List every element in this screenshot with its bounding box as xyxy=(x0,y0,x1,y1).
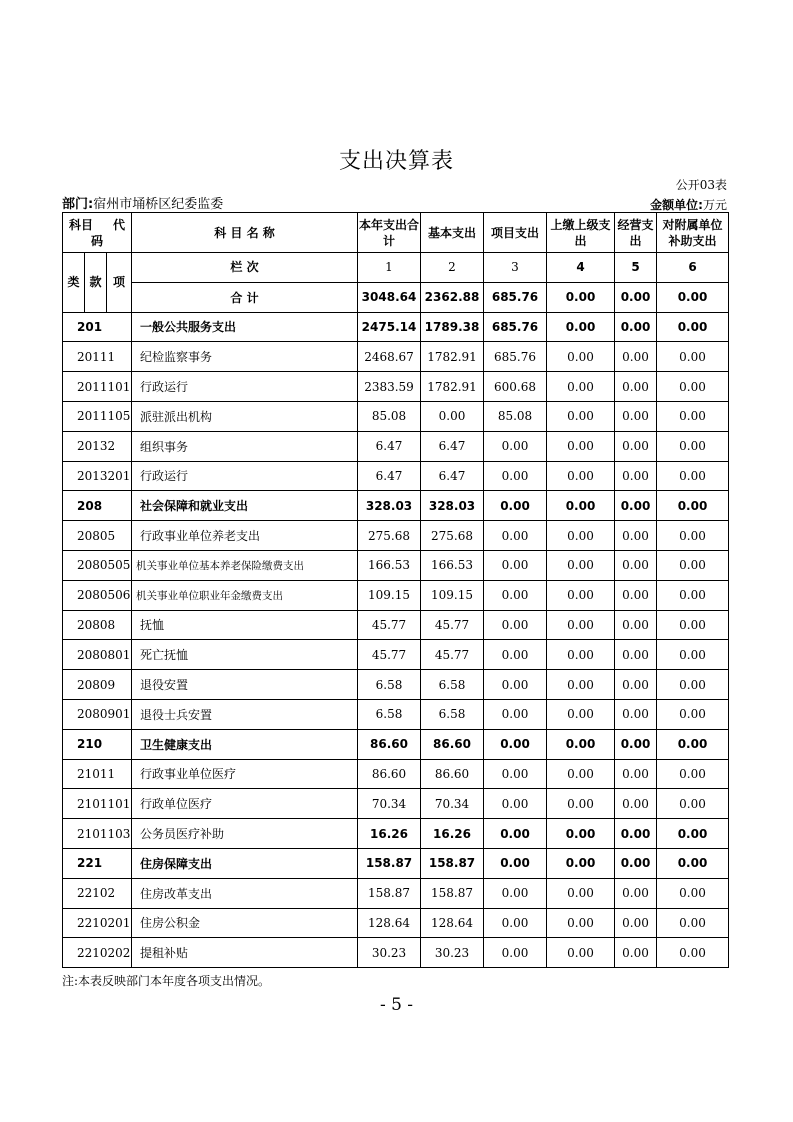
table-row xyxy=(63,848,729,878)
kuan-header: 款 xyxy=(85,253,107,313)
col4-header: 上缴上级支出 xyxy=(547,213,615,253)
row-v5: 0.00 xyxy=(615,759,657,789)
row-v1: 109.15 xyxy=(358,580,421,610)
row-v3: 0.00 xyxy=(484,640,547,670)
page-title: 支出决算表 xyxy=(338,149,454,174)
row-v3: 685.76 xyxy=(484,312,547,342)
form-number: 公开03表 xyxy=(675,178,727,192)
row-v2: 45.77 xyxy=(421,640,484,670)
row-v6: 0.00 xyxy=(657,670,729,700)
row-v5: 0.00 xyxy=(615,550,657,580)
row-name: 派驻派出机构 xyxy=(132,401,358,431)
row-v2: 0.00 xyxy=(421,401,484,431)
row-v1: 16.26 xyxy=(358,819,421,849)
row-v3: 0.00 xyxy=(484,819,547,849)
row-v3: 0.00 xyxy=(484,521,547,551)
row-name: 行政运行 xyxy=(132,461,358,491)
row-code: 201 xyxy=(63,312,132,342)
row-v1: 2468.67 xyxy=(358,342,421,372)
row-v6: 0.00 xyxy=(657,580,729,610)
page-number: - 5 - xyxy=(379,995,414,1015)
col6-header: 对附属单位补助支出 xyxy=(657,213,729,253)
row-code: 2080801 xyxy=(63,640,132,670)
lanci-label: 栏 次 xyxy=(132,253,358,283)
row-code: 2011105 xyxy=(63,401,132,431)
code-header-bottom: 码 xyxy=(90,233,103,248)
row-v4: 0.00 xyxy=(547,580,615,610)
row-v5: 0.00 xyxy=(615,819,657,849)
table-row xyxy=(63,580,729,610)
row-v2: 30.23 xyxy=(421,938,484,968)
row-code: 2080505 xyxy=(63,550,132,580)
row-v4: 0.00 xyxy=(547,461,615,491)
row-name: 行政单位医疗 xyxy=(132,789,358,819)
row-v6: 0.00 xyxy=(657,640,729,670)
unit-label: 金额单位: xyxy=(650,198,703,212)
row-v1: 166.53 xyxy=(358,550,421,580)
row-v4: 0.00 xyxy=(547,372,615,402)
col2-header: 基本支出 xyxy=(421,213,484,253)
row-v5: 0.00 xyxy=(615,461,657,491)
table-row xyxy=(63,461,729,491)
row-name: 社会保障和就业支出 xyxy=(132,491,358,521)
row-v4: 0.00 xyxy=(547,938,615,968)
row-v6: 0.00 xyxy=(657,521,729,551)
name-header: 科 目 名 称 xyxy=(132,213,358,253)
expenditure-table xyxy=(62,212,729,968)
row-v5: 0.00 xyxy=(615,372,657,402)
row-code: 20111 xyxy=(63,342,132,372)
table-row xyxy=(63,908,729,938)
row-v4: 0.00 xyxy=(547,670,615,700)
row-v6: 0.00 xyxy=(657,312,729,342)
row-v5: 0.00 xyxy=(615,878,657,908)
total-v2: 2362.88 xyxy=(421,282,484,312)
row-v6: 0.00 xyxy=(657,819,729,849)
table-row xyxy=(63,789,729,819)
total-v1: 3048.64 xyxy=(358,282,421,312)
row-v1: 6.47 xyxy=(358,461,421,491)
row-v4: 0.00 xyxy=(547,312,615,342)
row-name: 机关事业单位基本养老保险缴费支出 xyxy=(132,550,358,580)
row-v4: 0.00 xyxy=(547,819,615,849)
row-v2: 16.26 xyxy=(421,819,484,849)
row-code: 20809 xyxy=(63,670,132,700)
department-name: 宿州市埇桥区纪委监委 xyxy=(93,197,224,212)
table-row xyxy=(63,312,729,342)
row-name: 组织事务 xyxy=(132,431,358,461)
table-row xyxy=(63,878,729,908)
code-header-right: 代 xyxy=(112,217,125,232)
row-code: 2101103 xyxy=(63,819,132,849)
row-v6: 0.00 xyxy=(657,699,729,729)
table-row xyxy=(63,729,729,759)
row-v5: 0.00 xyxy=(615,342,657,372)
col-number-6: 6 xyxy=(657,253,729,283)
row-name: 公务员医疗补助 xyxy=(132,819,358,849)
row-code: 208 xyxy=(63,491,132,521)
row-v1: 86.60 xyxy=(358,729,421,759)
col-number-1: 1 xyxy=(358,253,421,283)
row-v4: 0.00 xyxy=(547,521,615,551)
row-v4: 0.00 xyxy=(547,789,615,819)
row-v2: 86.60 xyxy=(421,759,484,789)
row-v2: 275.68 xyxy=(421,521,484,551)
table-row xyxy=(63,431,729,461)
row-v2: 86.60 xyxy=(421,729,484,759)
row-v1: 45.77 xyxy=(358,610,421,640)
row-v1: 6.47 xyxy=(358,431,421,461)
row-v4: 0.00 xyxy=(547,610,615,640)
row-code: 210 xyxy=(63,729,132,759)
row-v5: 0.00 xyxy=(615,640,657,670)
row-v2: 328.03 xyxy=(421,491,484,521)
row-v5: 0.00 xyxy=(615,312,657,342)
table-row xyxy=(63,342,729,372)
row-code: 2011101 xyxy=(63,372,132,402)
row-v1: 2383.59 xyxy=(358,372,421,402)
row-v6: 0.00 xyxy=(657,372,729,402)
row-v6: 0.00 xyxy=(657,789,729,819)
row-v5: 0.00 xyxy=(615,908,657,938)
row-v5: 0.00 xyxy=(615,521,657,551)
row-name: 行政事业单位养老支出 xyxy=(132,521,358,551)
row-v6: 0.00 xyxy=(657,729,729,759)
row-name: 住房公积金 xyxy=(132,908,358,938)
row-v3: 0.00 xyxy=(484,789,547,819)
row-v5: 0.00 xyxy=(615,848,657,878)
unit-value: 万元 xyxy=(702,198,727,212)
row-v6: 0.00 xyxy=(657,491,729,521)
row-v5: 0.00 xyxy=(615,610,657,640)
row-v3: 0.00 xyxy=(484,670,547,700)
row-v4: 0.00 xyxy=(547,848,615,878)
col1-header: 本年支出合计 xyxy=(358,213,421,253)
table-row xyxy=(63,401,729,431)
row-name: 卫生健康支出 xyxy=(132,729,358,759)
row-v4: 0.00 xyxy=(547,401,615,431)
row-v4: 0.00 xyxy=(547,342,615,372)
row-v4: 0.00 xyxy=(547,908,615,938)
row-v3: 0.00 xyxy=(484,729,547,759)
row-v4: 0.00 xyxy=(547,550,615,580)
row-v3: 0.00 xyxy=(484,938,547,968)
table-row xyxy=(63,759,729,789)
row-code: 20132 xyxy=(63,431,132,461)
table-row xyxy=(63,521,729,551)
row-v6: 0.00 xyxy=(657,342,729,372)
department-line xyxy=(62,193,223,212)
row-name: 退役士兵安置 xyxy=(132,699,358,729)
col-number-2: 2 xyxy=(421,253,484,283)
row-code: 2080506 xyxy=(63,580,132,610)
row-v6: 0.00 xyxy=(657,848,729,878)
table-row xyxy=(63,372,729,402)
row-name: 住房改革支出 xyxy=(132,878,358,908)
row-v6: 0.00 xyxy=(657,759,729,789)
row-v5: 0.00 xyxy=(615,580,657,610)
total-v3: 685.76 xyxy=(484,282,547,312)
row-v4: 0.00 xyxy=(547,640,615,670)
header-row xyxy=(63,213,729,253)
row-code: 22102 xyxy=(63,878,132,908)
row-code: 21011 xyxy=(63,759,132,789)
unit-line xyxy=(650,196,727,213)
col-number-5: 5 xyxy=(615,253,657,283)
row-v5: 0.00 xyxy=(615,729,657,759)
row-name: 退役安置 xyxy=(132,670,358,700)
table-row xyxy=(63,550,729,580)
row-v5: 0.00 xyxy=(615,431,657,461)
row-v3: 0.00 xyxy=(484,878,547,908)
row-name: 一般公共服务支出 xyxy=(132,312,358,342)
row-v3: 600.68 xyxy=(484,372,547,402)
table-row xyxy=(63,699,729,729)
row-v4: 0.00 xyxy=(547,729,615,759)
table-note: 注:本表反映部门本年度各项支出情况。 xyxy=(62,974,271,988)
row-v1: 158.87 xyxy=(358,848,421,878)
row-v1: 128.64 xyxy=(358,908,421,938)
row-v3: 0.00 xyxy=(484,461,547,491)
row-code: 20805 xyxy=(63,521,132,551)
row-v5: 0.00 xyxy=(615,699,657,729)
row-v1: 70.34 xyxy=(358,789,421,819)
row-v5: 0.00 xyxy=(615,938,657,968)
row-v2: 1782.91 xyxy=(421,342,484,372)
row-v2: 166.53 xyxy=(421,550,484,580)
col-number-4: 4 xyxy=(547,253,615,283)
row-v6: 0.00 xyxy=(657,878,729,908)
row-v5: 0.00 xyxy=(615,491,657,521)
row-name: 抚恤 xyxy=(132,610,358,640)
xiang-header: 项 xyxy=(107,253,132,313)
row-v6: 0.00 xyxy=(657,610,729,640)
row-code: 221 xyxy=(63,848,132,878)
row-code: 2210201 xyxy=(63,908,132,938)
col3-header: 项目支出 xyxy=(484,213,547,253)
row-name: 纪检监察事务 xyxy=(132,342,358,372)
row-v6: 0.00 xyxy=(657,431,729,461)
row-v6: 0.00 xyxy=(657,550,729,580)
row-v2: 158.87 xyxy=(421,878,484,908)
row-v2: 6.47 xyxy=(421,461,484,491)
row-v1: 2475.14 xyxy=(358,312,421,342)
row-v5: 0.00 xyxy=(615,670,657,700)
row-v1: 328.03 xyxy=(358,491,421,521)
row-name: 住房保障支出 xyxy=(132,848,358,878)
row-code: 2101101 xyxy=(63,789,132,819)
row-v3: 0.00 xyxy=(484,550,547,580)
row-v5: 0.00 xyxy=(615,401,657,431)
table-row xyxy=(63,640,729,670)
row-v2: 158.87 xyxy=(421,848,484,878)
row-code: 20808 xyxy=(63,610,132,640)
row-v2: 128.64 xyxy=(421,908,484,938)
row-v6: 0.00 xyxy=(657,401,729,431)
row-v3: 0.00 xyxy=(484,491,547,521)
row-v4: 0.00 xyxy=(547,491,615,521)
row-v3: 0.00 xyxy=(484,848,547,878)
col-number-3: 3 xyxy=(484,253,547,283)
row-name: 行政事业单位医疗 xyxy=(132,759,358,789)
row-v5: 0.00 xyxy=(615,789,657,819)
row-v4: 0.00 xyxy=(547,878,615,908)
table-row xyxy=(63,938,729,968)
row-name: 提租补贴 xyxy=(132,938,358,968)
department-label: 部门: xyxy=(62,197,94,212)
total-label: 合 计 xyxy=(132,282,358,312)
row-code: 2013201 xyxy=(63,461,132,491)
row-v1: 30.23 xyxy=(358,938,421,968)
row-code: 2210202 xyxy=(63,938,132,968)
table-row xyxy=(63,670,729,700)
total-v6: 0.00 xyxy=(657,282,729,312)
total-v5: 0.00 xyxy=(615,282,657,312)
code-header-left: 科目 xyxy=(69,217,94,232)
row-v1: 158.87 xyxy=(358,878,421,908)
row-v3: 85.08 xyxy=(484,401,547,431)
row-v1: 6.58 xyxy=(358,699,421,729)
row-v2: 1782.91 xyxy=(421,372,484,402)
table-row xyxy=(63,610,729,640)
lei-header: 类 xyxy=(63,253,85,313)
row-v3: 0.00 xyxy=(484,580,547,610)
row-v4: 0.00 xyxy=(547,759,615,789)
row-v3: 0.00 xyxy=(484,699,547,729)
row-v2: 1789.38 xyxy=(421,312,484,342)
row-v3: 0.00 xyxy=(484,610,547,640)
row-name: 行政运行 xyxy=(132,372,358,402)
table-row xyxy=(63,491,729,521)
row-v6: 0.00 xyxy=(657,938,729,968)
row-v6: 0.00 xyxy=(657,908,729,938)
row-v3: 685.76 xyxy=(484,342,547,372)
row-v1: 85.08 xyxy=(358,401,421,431)
total-v4: 0.00 xyxy=(547,282,615,312)
row-code: 2080901 xyxy=(63,699,132,729)
row-v3: 0.00 xyxy=(484,759,547,789)
total-row xyxy=(63,282,729,312)
row-v2: 109.15 xyxy=(421,580,484,610)
row-v1: 275.68 xyxy=(358,521,421,551)
row-v3: 0.00 xyxy=(484,431,547,461)
row-v2: 6.58 xyxy=(421,699,484,729)
row-v1: 86.60 xyxy=(358,759,421,789)
column-number-row xyxy=(63,253,729,283)
row-v1: 45.77 xyxy=(358,640,421,670)
row-v2: 6.58 xyxy=(421,670,484,700)
row-v2: 70.34 xyxy=(421,789,484,819)
table-row xyxy=(63,819,729,849)
col5-header: 经营支出 xyxy=(615,213,657,253)
row-v3: 0.00 xyxy=(484,908,547,938)
row-v2: 45.77 xyxy=(421,610,484,640)
row-v4: 0.00 xyxy=(547,431,615,461)
row-name: 死亡抚恤 xyxy=(132,640,358,670)
row-v4: 0.00 xyxy=(547,699,615,729)
row-v1: 6.58 xyxy=(358,670,421,700)
row-v2: 6.47 xyxy=(421,431,484,461)
row-v6: 0.00 xyxy=(657,461,729,491)
row-name: 机关事业单位职业年金缴费支出 xyxy=(132,580,358,610)
code-header xyxy=(63,213,132,253)
